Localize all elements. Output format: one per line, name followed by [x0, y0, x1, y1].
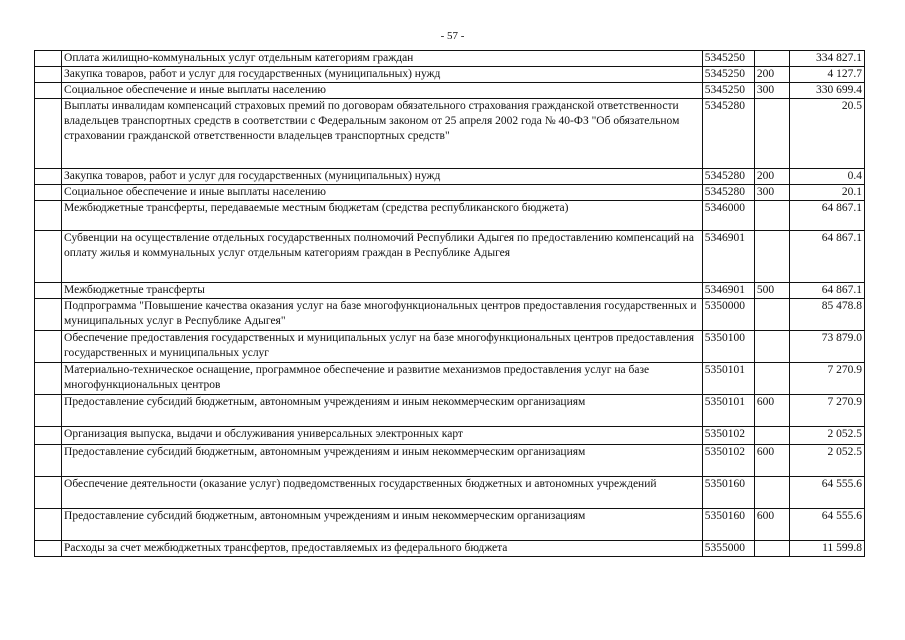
table-row — [35, 477, 865, 509]
code-cell: 5345250 — [702, 67, 754, 83]
code-cell: 5346000 — [702, 201, 754, 231]
description-cell: Закупка товаров, работ и услуг для государственных (муниципальных) нужд — [62, 169, 703, 185]
code-cell: 5355000 — [702, 541, 754, 557]
row-marker-cell — [35, 477, 62, 509]
expense-type-cell: 600 — [754, 509, 789, 541]
table-row — [35, 283, 865, 299]
description-cell: Предоставление субсидий бюджетным, автономным учреждениям и иным некоммерческим организациям — [62, 445, 703, 477]
amount-cell: 11 599.8 — [789, 541, 864, 557]
amount-cell: 73 879.0 — [789, 331, 864, 363]
expense-type-cell — [754, 427, 789, 445]
expense-type-cell — [754, 99, 789, 169]
table-row — [35, 445, 865, 477]
table-row — [35, 51, 865, 67]
amount-cell: 64 555.6 — [789, 477, 864, 509]
expense-type-cell: 500 — [754, 283, 789, 299]
code-cell: 5350100 — [702, 331, 754, 363]
code-cell: 5350102 — [702, 427, 754, 445]
expense-type-cell — [754, 331, 789, 363]
expense-type-cell: 300 — [754, 83, 789, 99]
row-marker-cell — [35, 363, 62, 395]
description-cell: Предоставление субсидий бюджетным, автономным учреждениям и иным некоммерческим организациям — [62, 395, 703, 427]
row-marker-cell — [35, 169, 62, 185]
amount-cell: 2 052.5 — [789, 427, 864, 445]
page-number: - 57 - — [440, 30, 465, 42]
amount-cell: 20.1 — [789, 185, 864, 201]
code-cell: 5350101 — [702, 363, 754, 395]
table-row — [35, 331, 865, 363]
amount-cell: 20.5 — [789, 99, 864, 169]
description-cell: Субвенции на осуществление отдельных государственных полномочий Республики Адыгея по предоставлению компенсаций на оплату жилья и коммунальных услуг отдельным категориям граждан в Республике Адыгея — [62, 231, 703, 283]
row-marker-cell — [35, 427, 62, 445]
expense-type-cell: 600 — [754, 445, 789, 477]
table-row — [35, 67, 865, 83]
amount-cell: 64 867.1 — [789, 283, 864, 299]
row-marker-cell — [35, 231, 62, 283]
amount-cell: 330 699.4 — [789, 83, 864, 99]
description-cell: Закупка товаров, работ и услуг для государственных (муниципальных) нужд — [62, 67, 703, 83]
expense-type-cell — [754, 51, 789, 67]
amount-cell: 7 270.9 — [789, 395, 864, 427]
code-cell: 5350101 — [702, 395, 754, 427]
table-row — [35, 201, 865, 231]
expense-type-cell — [754, 299, 789, 331]
description-cell: Межбюджетные трансферты — [62, 283, 703, 299]
row-marker-cell — [35, 83, 62, 99]
expense-type-cell — [754, 363, 789, 395]
description-cell: Выплаты инвалидам компенсаций страховых премий по договорам обязательного страхования гражданской ответственности владельцев транспортных средств в соответствии с Федеральным законом от 25 апреля 2002 года № 40-ФЗ "Об обязательном страховании гражданской ответственности владельцев транспортных средств" — [62, 99, 703, 169]
table-row — [35, 509, 865, 541]
row-marker-cell — [35, 445, 62, 477]
row-marker-cell — [35, 51, 62, 67]
table-row — [35, 83, 865, 99]
code-cell: 5345280 — [702, 99, 754, 169]
budget-table — [34, 50, 865, 557]
table-row — [35, 427, 865, 445]
code-cell: 5350000 — [702, 299, 754, 331]
row-marker-cell — [35, 201, 62, 231]
row-marker-cell — [35, 283, 62, 299]
expense-type-cell — [754, 477, 789, 509]
description-cell: Обеспечение деятельности (оказание услуг) подведомственных государственных бюджетных и автономных учреждений — [62, 477, 703, 509]
description-cell: Оплата жилищно-коммунальных услуг отдельным категориям граждан — [62, 51, 703, 67]
expense-type-cell: 200 — [754, 169, 789, 185]
code-cell: 5346901 — [702, 283, 754, 299]
description-cell: Социальное обеспечение и иные выплаты населению — [62, 83, 703, 99]
description-cell: Расходы за счет межбюджетных трансфертов, предоставляемых из федерального бюджета — [62, 541, 703, 557]
row-marker-cell — [35, 541, 62, 557]
description-cell: Организация выпуска, выдачи и обслуживания универсальных электронных карт — [62, 427, 703, 445]
row-marker-cell — [35, 509, 62, 541]
row-marker-cell — [35, 67, 62, 83]
description-cell: Межбюджетные трансферты, передаваемые местным бюджетам (средства республиканского бюджета) — [62, 201, 703, 231]
code-cell: 5350102 — [702, 445, 754, 477]
amount-cell: 0.4 — [789, 169, 864, 185]
row-marker-cell — [35, 99, 62, 169]
amount-cell: 64 867.1 — [789, 231, 864, 283]
table-row — [35, 395, 865, 427]
expense-type-cell: 600 — [754, 395, 789, 427]
table-row — [35, 169, 865, 185]
description-cell: Социальное обеспечение и иные выплаты населению — [62, 185, 703, 201]
code-cell: 5345280 — [702, 169, 754, 185]
code-cell: 5350160 — [702, 477, 754, 509]
amount-cell: 334 827.1 — [789, 51, 864, 67]
expense-type-cell: 300 — [754, 185, 789, 201]
row-marker-cell — [35, 331, 62, 363]
amount-cell: 85 478.8 — [789, 299, 864, 331]
code-cell: 5345280 — [702, 185, 754, 201]
amount-cell: 7 270.9 — [789, 363, 864, 395]
code-cell: 5345250 — [702, 51, 754, 67]
description-cell: Обеспечение предоставления государственных и муниципальных услуг на базе многофункциональных центров предоставления государственных и муниципальных услуг — [62, 331, 703, 363]
expense-type-cell — [754, 201, 789, 231]
table-row — [35, 231, 865, 283]
table-row — [35, 299, 865, 331]
description-cell: Подпрограмма "Повышение качества оказания услуг на базе многофункциональных центров предоставления государственных и муниципальных услуг в Республике Адыгея" — [62, 299, 703, 331]
description-cell: Предоставление субсидий бюджетным, автономным учреждениям и иным некоммерческим организациям — [62, 509, 703, 541]
row-marker-cell — [35, 185, 62, 201]
table-row — [35, 541, 865, 557]
amount-cell: 64 555.6 — [789, 509, 864, 541]
code-cell: 5346901 — [702, 231, 754, 283]
row-marker-cell — [35, 299, 62, 331]
row-marker-cell — [35, 395, 62, 427]
table-row — [35, 99, 865, 169]
table-row — [35, 363, 865, 395]
amount-cell: 2 052.5 — [789, 445, 864, 477]
description-cell: Материально-техническое оснащение, программное обеспечение и развитие механизмов предоставления услуг на базе многофункциональных центров — [62, 363, 703, 395]
code-cell: 5345250 — [702, 83, 754, 99]
expense-type-cell — [754, 231, 789, 283]
expense-type-cell: 200 — [754, 67, 789, 83]
expense-type-cell — [754, 541, 789, 557]
amount-cell: 64 867.1 — [789, 201, 864, 231]
table-row — [35, 185, 865, 201]
amount-cell: 4 127.7 — [789, 67, 864, 83]
code-cell: 5350160 — [702, 509, 754, 541]
